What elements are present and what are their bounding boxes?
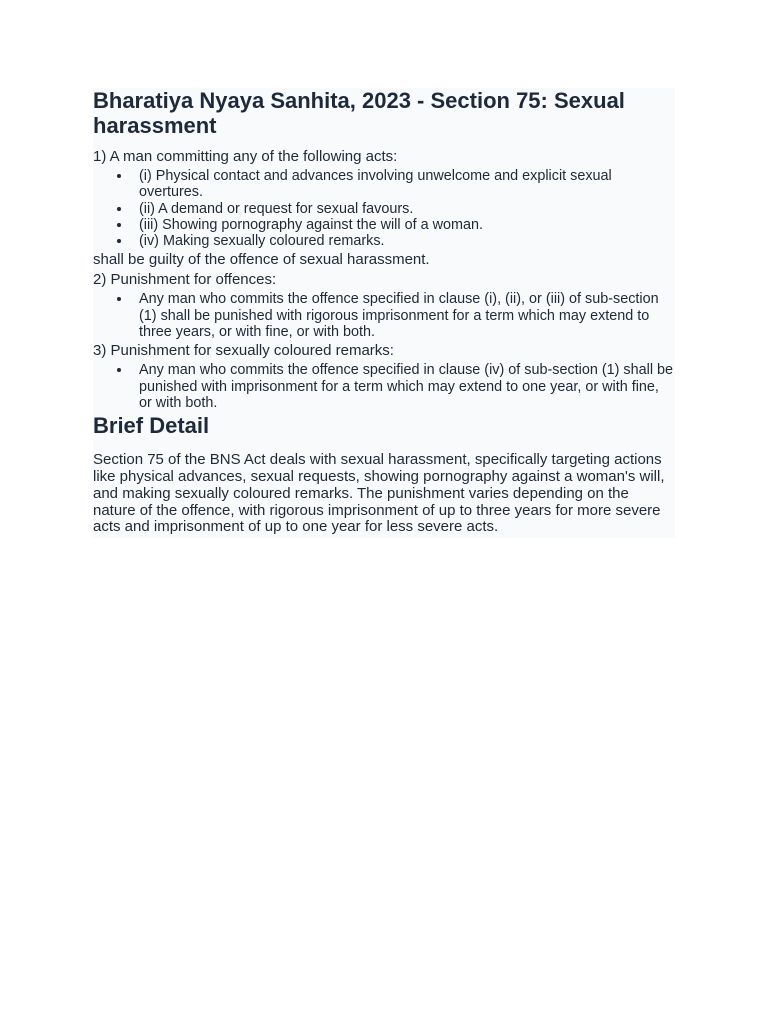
list-item: (i) Physical contact and advances involving unwelcome and explicit sexual overtures.: [139, 168, 675, 201]
section-2-list: [93, 291, 675, 340]
brief-detail-text: Section 75 of the BNS Act deals with sexual harassment, specifically targeting actions like physical advances, sexual requests, showing pornography against a woman's will, and making sexually coloured remarks. The punishment varies depending on the nature of the offence, with rigorous imprisonment of up to three years for more severe acts and imprisonment of up to one year for less severe acts.: [93, 451, 665, 536]
document-content: [93, 88, 675, 538]
section-1-intro: 1) A man committing any of the following acts:: [93, 148, 398, 165]
section-3-heading: 3) Punishment for sexually coloured remarks:: [93, 342, 394, 360]
list-item: (iv) Making sexually coloured remarks.: [139, 233, 675, 249]
list-item: Any man who commits the offence specified in clause (iv) of sub-section (1) shall be punished with imprisonment for a term which may extend to one year, or with fine, or with both.: [139, 362, 674, 411]
brief-detail-heading: Brief Detail: [93, 413, 210, 439]
list-item: (iii) Showing pornography against the will of a woman.: [139, 217, 675, 233]
section-3-list: [93, 362, 675, 411]
section-1-list: [93, 168, 675, 249]
section-2-heading: 2) Punishment for offences:: [93, 271, 277, 289]
list-item: Any man who commits the offence specified in clause (i), (ii), or (iii) of sub-section (1) shall be punished with rigorous imprisonment for a term which may extend to three years, or with fine, or with both.: [139, 291, 675, 340]
section-1-outro: shall be guilty of the offence of sexual harassment.: [93, 251, 430, 269]
page-title: Bharatiya Nyaya Sanhita, 2023 - Section 75: Sexual harassment: [93, 88, 625, 138]
list-item: (ii) A demand or request for sexual favours.: [139, 201, 675, 217]
